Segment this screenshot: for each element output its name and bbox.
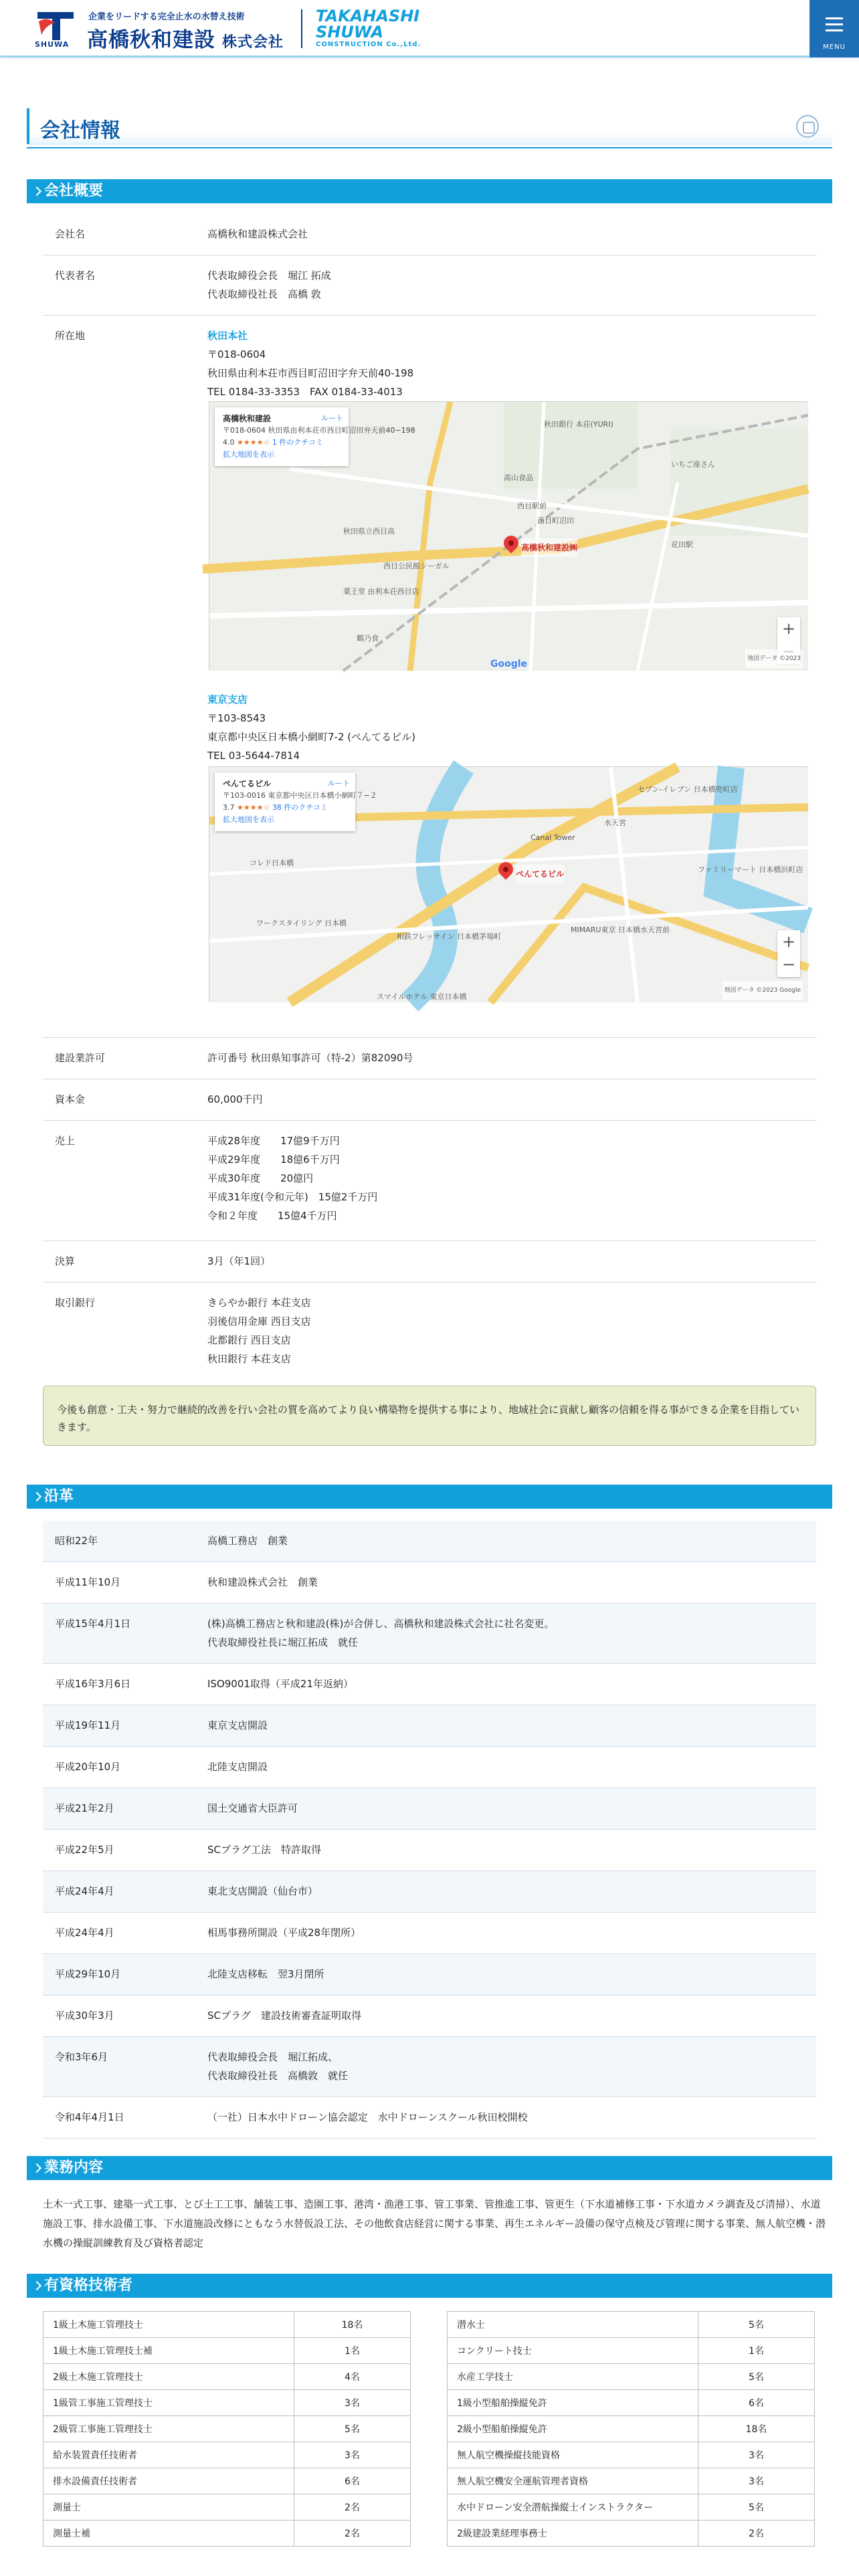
- tokyo-office: [207, 690, 809, 765]
- qualification-name: 潜水士: [448, 2312, 698, 2338]
- history-row: [43, 1604, 816, 1664]
- qualification-row: [448, 2390, 815, 2416]
- qualification-row: [43, 2416, 411, 2442]
- qualification-count: 3名: [698, 2442, 815, 2468]
- akita-map-place-3: 西目駅前: [517, 502, 547, 510]
- akita-map-place-8: いちご座さん: [671, 460, 715, 469]
- tokyo-map-place-9: スマイルホテル 東京日本橋: [377, 992, 467, 1001]
- qualifications-table-left: [43, 2311, 411, 2547]
- qualification-row: [43, 2442, 411, 2468]
- label-representative: 代表者名: [55, 270, 96, 282]
- qualification-name: 2級小型船舶操縦免許: [448, 2416, 698, 2442]
- history-text: 北陸支店移転 翌3月閉所: [207, 1968, 324, 1980]
- qualification-row: [43, 2520, 411, 2547]
- zoom-in-icon[interactable]: +: [781, 932, 796, 951]
- history-text: 代表取締役会長 堀江拓成、 代表取締役社長 高橋敦 就任: [207, 2051, 349, 2082]
- akita-map-pin-label: 高橋秋和建設㈱: [521, 538, 577, 557]
- tokyo-map-zoom-control[interactable]: [777, 930, 800, 977]
- akita-map-card-address: 〒018-0604 秋田県由利本荘市西目町沼田弁天前40−198: [223, 426, 415, 435]
- qualification-name: 1級土木施工管理技士: [43, 2312, 294, 2338]
- building-icon: [796, 115, 819, 138]
- row-sales: [43, 1121, 816, 1241]
- qualification-name: 無人航空機安全運航管理者資格: [448, 2468, 698, 2494]
- qualification-name: 2級建設業経理事務士: [448, 2520, 698, 2547]
- qualification-count: 4名: [294, 2364, 411, 2390]
- company-message-box: 今後も創意・工夫・努力で継続的改善を行い会社の質を高めてより良い構築物を提供する事により、地域社会に貢献し顧客の信頼を得る事ができる企業を目指していきます。: [43, 1386, 816, 1446]
- qualification-name: 水産工学技士: [448, 2364, 698, 2390]
- tokyo-map-place-2: Canal Tower: [531, 833, 575, 842]
- tokyo-tel: TEL 03-5644-7814: [207, 750, 300, 762]
- menu-label: MENU: [823, 43, 846, 51]
- history-text: (株)高橋工務店と秋和建設(株)が合併し、高橋秋和建設株式会社に社名変更。 代表取締役社長に堀江拓成 就任: [207, 1618, 555, 1648]
- history-text: 東京支店開設: [207, 1719, 268, 1731]
- history-row: [43, 1747, 816, 1788]
- qualification-name: 測量士: [43, 2494, 294, 2520]
- tokyo-address: 東京都中央区日本橋小網町7-2 (ぺんてるビル): [207, 731, 415, 743]
- business-description: 土木一式工事、建築一式工事、とび土工工事、舗装工事、造園工事、港湾・漁港工事、管工事業、管推進工事、管更生（下水道補修工事・下水道カメラ調査及び清掃）、水道施設工事、排水設備工事、下水道施設改修にともなう水替仮設工法、その他飲食店経営に関する事業、再生エネルギー設備の保守点検及び管理に関する事業、無人航空機・潜水機の操縦訓練教育及び資格者認定: [43, 2198, 826, 2249]
- qualification-name: 無人航空機操縦技能資格: [448, 2442, 698, 2468]
- history-date: 平成15年4月1日: [55, 1618, 131, 1630]
- akita-map-footer: 地図データ ©2023: [745, 649, 803, 668]
- history-date: 平成30年3月: [55, 2010, 114, 2022]
- page-title: 会社情報: [40, 119, 120, 142]
- akita-map-stars-icon: ★★★★☆: [237, 438, 270, 447]
- tokyo-map-place-5: ワークスタイリング 日本橋: [256, 919, 347, 928]
- akita-map-place-1: 秋田銀行 本荘(YURI): [544, 420, 613, 429]
- akita-map-directions-link[interactable]: ルート: [321, 414, 343, 423]
- qualification-count: 3名: [294, 2442, 411, 2468]
- tokyo-map-card-address: 〒103-0016 東京都中央区日本橋小網町７−２: [223, 791, 377, 800]
- qualification-name: 測量士補: [43, 2520, 294, 2547]
- history-text: （一社）日本水中ドローン協会認定 水中ドローンスクール秋田校開校: [207, 2111, 528, 2123]
- qualification-name: コンクリート技士: [448, 2338, 698, 2364]
- qualification-count: 1名: [698, 2338, 815, 2364]
- tokyo-map-place-7: MIMARU東京 日本橋水天宮前: [571, 926, 670, 934]
- akita-map-place-7: 薬王堂 由利本荘西目店: [343, 587, 419, 596]
- qualification-name: 排水設備責任技術者: [43, 2468, 294, 2494]
- label-sales: 売上: [55, 1135, 76, 1147]
- akita-office-name[interactable]: 秋田本社: [207, 330, 248, 342]
- akita-map-place-6: 西目公民館シーガル: [383, 562, 450, 570]
- header-en-line1: TAKAHASHI: [316, 7, 420, 25]
- tokyo-map-directions-link[interactable]: ルート: [328, 779, 350, 788]
- qualification-count: 6名: [294, 2468, 411, 2494]
- tokyo-map-rating: 3.7: [223, 803, 235, 812]
- hamburger-icon: [826, 17, 843, 35]
- history-row: [43, 1788, 816, 1830]
- qualification-count: 3名: [294, 2390, 411, 2416]
- value-representative: 代表取締役会長 堀江 拓成 代表取締役社長 高橋 敦: [207, 270, 331, 300]
- logo-shuwa-text: SHUWA: [35, 40, 70, 49]
- label-fiscal: 決算: [55, 1255, 76, 1267]
- qualification-name: 1級管工事施工管理技士: [43, 2390, 294, 2416]
- history-date: 平成24年4月: [55, 1885, 114, 1897]
- tokyo-zip: 〒103-8543: [207, 712, 266, 724]
- value-fiscal: 3月（年1回）: [207, 1255, 271, 1267]
- history-text: 東北支店開設（仙台市）: [207, 1885, 318, 1897]
- qualification-row: [448, 2468, 815, 2494]
- history-text: 相馬事務所開設（平成28年閉所）: [207, 1927, 361, 1939]
- tokyo-map-place-4: コレド日本橋: [250, 859, 294, 867]
- qualification-row: [448, 2520, 815, 2547]
- qualification-count: 18名: [294, 2312, 411, 2338]
- akita-office: [207, 326, 809, 401]
- history-date: 平成21年2月: [55, 1802, 114, 1814]
- qualification-name: 1級小型船舶操縦免許: [448, 2390, 698, 2416]
- akita-map-card-title: 高橋秋和建設: [223, 414, 272, 423]
- akita-tel: TEL 0184-33-3353 FAX 0184-33-4013: [207, 386, 403, 398]
- qualification-row: [448, 2338, 815, 2364]
- row-capital: [43, 1079, 816, 1121]
- qualification-row: [43, 2338, 411, 2364]
- tokyo-map-info-card: [215, 772, 377, 831]
- history-text: 高橋工務店 創業: [207, 1535, 288, 1547]
- history-row: [43, 1705, 816, 1747]
- history-text: SCプラグ 建設技術審査証明取得: [207, 2010, 361, 2022]
- history-row: [43, 2097, 816, 2139]
- history-row: [43, 1954, 816, 1996]
- qualification-count: 1名: [294, 2338, 411, 2364]
- section-business-heading: 業務内容: [27, 2156, 832, 2180]
- label-company: 会社名: [55, 228, 86, 240]
- qualification-name: 2級土木施工管理技士: [43, 2364, 294, 2390]
- tokyo-map-place-3: 水天宮: [604, 819, 626, 827]
- akita-map-info-card: [215, 407, 415, 466]
- history-row: [43, 2037, 816, 2097]
- akita-map-place-4: 西目町沼田: [537, 516, 574, 525]
- akita-map-place-9: 花田駅: [671, 540, 693, 549]
- value-license: 許可番号 秋田県知事許可（特-2）第82090号: [207, 1052, 413, 1064]
- akita-address: 秋田県由利本荘市西目町沼田字弁天前40-198: [207, 367, 414, 379]
- qualification-row: [43, 2494, 411, 2520]
- history-date: 平成29年10月: [55, 1968, 121, 1980]
- qualification-name: 2級管工事施工管理技士: [43, 2416, 294, 2442]
- row-license: [43, 1038, 816, 1079]
- value-capital: 60,000千円: [207, 1093, 263, 1105]
- qualification-name: 1級土木施工管理技士補: [43, 2338, 294, 2364]
- qualification-row: [448, 2494, 815, 2520]
- tokyo-map-place-1: セブン-イレブン 日本橋兜町店: [638, 785, 738, 794]
- value-company: 高橋秋和建設株式会社: [207, 228, 308, 240]
- akita-map-place-10: 鶴乃食: [357, 634, 379, 643]
- qualification-name: 給水装置責任技術者: [43, 2442, 294, 2468]
- history-text: 秋和建設株式会社 創業: [207, 1576, 318, 1588]
- akita-map-reviews-link[interactable]: 1 件のクチコミ: [272, 438, 323, 447]
- tokyo-map-reviews-link[interactable]: 38 件のクチコミ: [272, 803, 328, 812]
- history-row: [43, 1996, 816, 2037]
- qualification-row: [43, 2312, 411, 2338]
- label-bank: 取引銀行: [55, 1297, 96, 1309]
- value-bank: きらやか銀行 本荘支店 羽後信用金庫 西目支店 北都銀行 西目支店 秋田銀行 本荘支店: [207, 1297, 311, 1365]
- qualification-count: 3名: [698, 2468, 815, 2494]
- akita-map-google-logo: Google: [490, 659, 528, 669]
- qualification-count: 5名: [698, 2364, 815, 2390]
- qualification-count: 2名: [294, 2520, 411, 2547]
- label-address: 所在地: [55, 330, 86, 342]
- akita-map-rating: 4.0: [223, 438, 235, 447]
- qualification-count: 2名: [294, 2494, 411, 2520]
- history-row: [43, 1521, 816, 1562]
- tokyo-map-place-8: ファミリーマート 日本橋浜町店: [698, 865, 803, 874]
- akita-map-larger-link[interactable]: 拡大地図を表示: [223, 450, 274, 459]
- akita-map-place-2: 高山食品: [504, 473, 533, 482]
- history-text: 国土交通省大臣許可: [207, 1802, 298, 1814]
- tokyo-map-footer: 地図データ ©2023 Google: [723, 981, 803, 1000]
- history-row: [43, 1562, 816, 1604]
- row-address: [43, 316, 816, 1038]
- row-fiscal: [43, 1241, 816, 1283]
- header-divider: [301, 9, 302, 48]
- qualification-row: [448, 2364, 815, 2390]
- label-capital: 資本金: [55, 1093, 86, 1105]
- history-date: 平成22年5月: [55, 1844, 114, 1856]
- qualifications-table-right: [447, 2311, 815, 2547]
- header-tagline: 企業をリードする完全止水の水替え技術: [88, 12, 245, 22]
- company-name: 高橋秋和建設: [87, 28, 215, 52]
- history-text: ISO9001取得（平成21年返納）: [207, 1678, 354, 1690]
- tokyo-map[interactable]: [209, 766, 807, 1002]
- qualification-row: [448, 2442, 815, 2468]
- history-date: 平成11年10月: [55, 1576, 121, 1588]
- tokyo-map-larger-link[interactable]: 拡大地図を表示: [223, 815, 274, 824]
- tokyo-map-stars-icon: ★★★★☆: [237, 803, 270, 812]
- qualification-row: [43, 2468, 411, 2494]
- section-history-heading: 沿革: [27, 1485, 832, 1509]
- company-suffix: 株式会社: [222, 34, 284, 51]
- row-company: [43, 214, 816, 255]
- section-overview-heading: 会社概要: [27, 179, 832, 203]
- row-bank: [43, 1283, 816, 1374]
- page-title-bar: [27, 108, 832, 144]
- qualification-count: 6名: [698, 2390, 815, 2416]
- header-en-line2: SHUWA: [316, 23, 384, 41]
- menu-button[interactable]: [809, 0, 859, 58]
- history-date: 令和3年6月: [55, 2051, 108, 2063]
- history-date: 平成19年11月: [55, 1719, 121, 1731]
- tokyo-map-pin-label: ぺんてるビル: [516, 865, 564, 883]
- zoom-out-icon[interactable]: −: [781, 955, 796, 974]
- history-date: 令和4年4月1日: [55, 2111, 124, 2123]
- history-row: [43, 1830, 816, 1871]
- qualification-count: 18名: [698, 2416, 815, 2442]
- label-license: 建設業許可: [55, 1052, 106, 1064]
- qualification-row: [448, 2312, 815, 2338]
- title-underline: [27, 147, 832, 148]
- qualification-count: 2名: [698, 2520, 815, 2547]
- site-header: [0, 0, 859, 58]
- tokyo-office-name[interactable]: 東京支店: [207, 693, 248, 706]
- qualification-row: [43, 2364, 411, 2390]
- qualification-name: 水中ドローン安全潜航操縦士インストラクター: [448, 2494, 698, 2520]
- history-text: 北陸支店開設: [207, 1761, 268, 1773]
- qualification-row: [43, 2390, 411, 2416]
- history-date: 平成20年10月: [55, 1761, 121, 1773]
- row-representative: [43, 255, 816, 316]
- history-date: 昭和22年: [55, 1535, 98, 1547]
- header-company-name[interactable]: [87, 23, 284, 53]
- value-sales: 平成28年度 17億9千万円 平成29年度 18億6千万円 平成30年度 20億円 平成31年度(令和元年) 15億2千万円 令和２年度 15億4千万円: [207, 1135, 378, 1222]
- akita-map[interactable]: [209, 401, 807, 670]
- section-qualifications-heading: 有資格技術者: [27, 2274, 832, 2298]
- zoom-in-icon[interactable]: +: [781, 619, 796, 638]
- history-date: 平成24年4月: [55, 1927, 114, 1939]
- qualification-row: [448, 2416, 815, 2442]
- qualification-count: 5名: [294, 2416, 411, 2442]
- history-text: SCプラグ工法 特許取得: [207, 1844, 321, 1856]
- header-en-line3: CONSTRUCTION Co.,Ltd.: [316, 41, 421, 48]
- akita-zip: 〒018-0604: [207, 348, 266, 360]
- tokyo-map-card-title: ぺんてるビル: [223, 779, 272, 788]
- history-row: [43, 1664, 816, 1705]
- history-row: [43, 1871, 816, 1913]
- history-date: 平成16年3月6日: [55, 1678, 131, 1690]
- tokyo-map-place-6: 相鉄フレッサイン 日本橋茅場町: [397, 932, 502, 941]
- qualification-count: 5名: [698, 2494, 815, 2520]
- history-row: [43, 1913, 816, 1954]
- akita-map-place-5: 秋田県立西目高: [343, 527, 395, 536]
- qualification-count: 5名: [698, 2312, 815, 2338]
